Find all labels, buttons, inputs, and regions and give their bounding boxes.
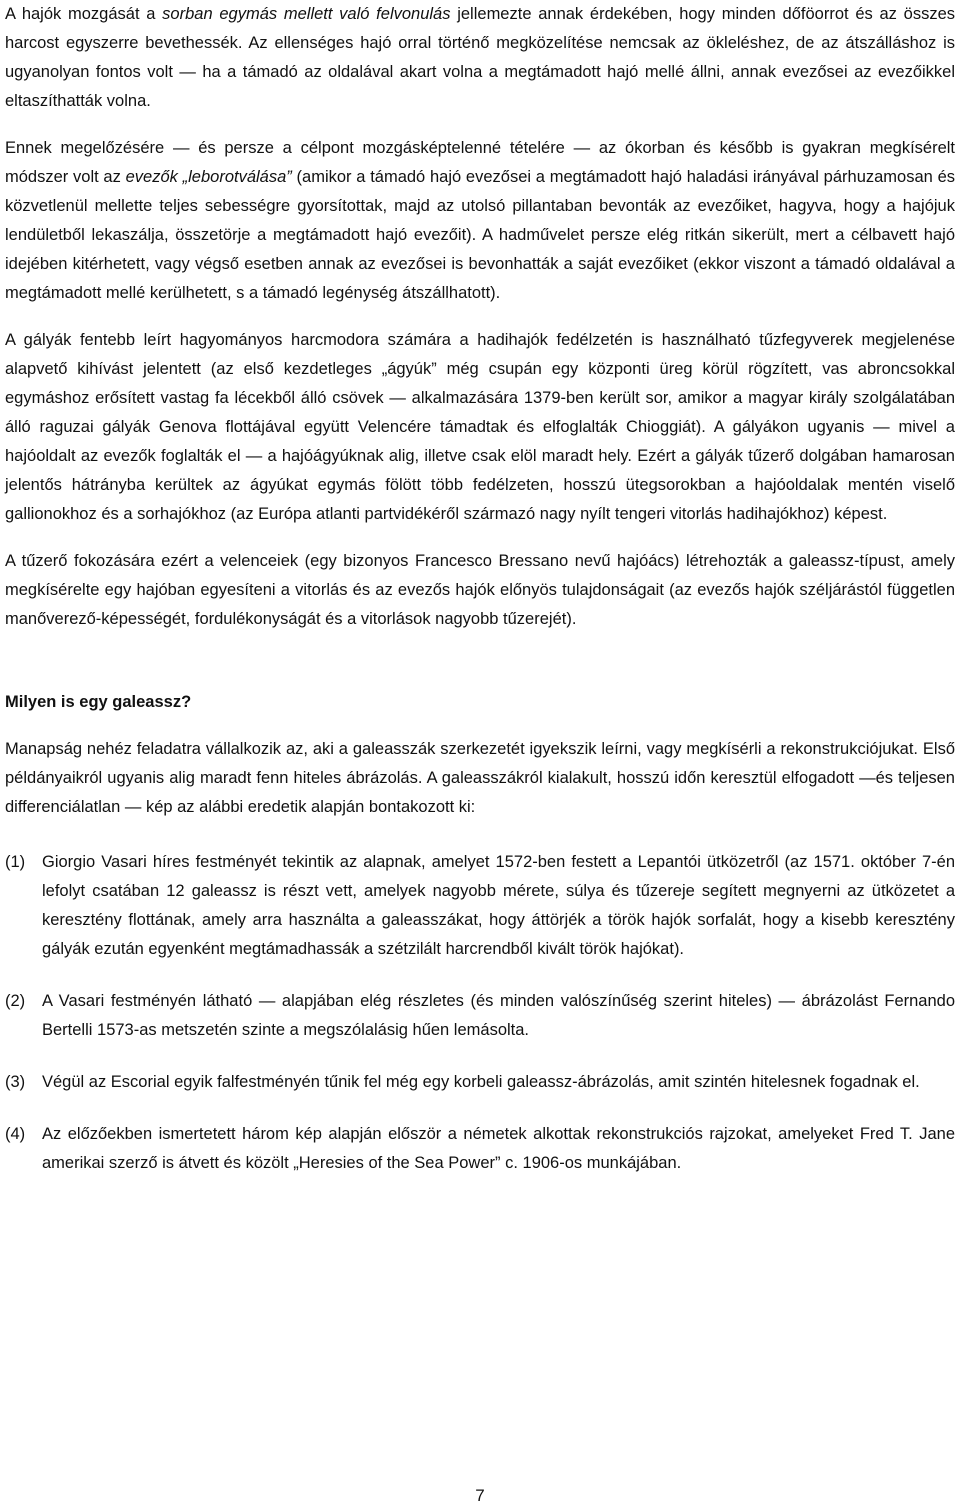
page-number: 7 xyxy=(475,1486,485,1505)
paragraph-text: Ennek megelőzésére ― és persze a célpont mozgásképtelenné tételére ― az ókorban és később is gyakran megkísérelt módszer volt az xyxy=(5,139,955,186)
list-item xyxy=(5,987,955,1045)
list-marker: (1) xyxy=(5,853,26,871)
list-item xyxy=(5,848,955,964)
sources-list xyxy=(5,848,955,1178)
paragraph-firearms: A gályák fentebb leírt hagyományos harcmodora számára a hadihajók fedélzetén is használható tűzfegyverek megjelenése alapvető kihívást jelentett (az első kezdetleges „ágyúk” még csupán egy központi üreg körül rögzített, vas abroncsokkal egymáshoz erősített vastag fa lécekből álló csövek ― alkalmazására 1379-ben került sor, amikor a magyar király szolgálatában álló raguzai gályák Genova flottájával együtt Velencére támadtak és elfoglalták Chioggiát). A gályákon ugyanis ― mivel a hajóoldalt az evezők foglalták el ― a hajóágyúknak alig, illetve csak elöl maradt hely. Ezért a gályák tűzerő dolgában hamarosan jelentős hátrányba kerültek az ágyúkat egymás fölött több fedélzeten, hosszú ütegsorokban a hajóoldalak mentén viselő gallionokhoz és a sorhajókhoz (az Európa atlanti partvidékéről származó nagy nyílt tengeri vitorlás hadihajókhoz) képest. xyxy=(5,331,955,523)
document-page xyxy=(5,0,955,1201)
list-item-text: Végül az Escorial egyik falfestményén tűnik fel még egy korbeli galeassz-ábrázolás, amit szintén hitelesnek fogadnak el. xyxy=(42,1073,920,1091)
list-marker: (4) xyxy=(5,1125,26,1143)
paragraph-reconstruction: Manapság nehéz feladatra vállalkozik az, aki a galeasszák szerkezetét igyekszik leírni, vagy megkísérli a rekonstrukciójukat. Első példányaikról ugyanis alig maradt fenn hiteles ábrázolás. A galeasszákról kialakult, hosszú időn keresztül elfogadott ―és teljesen differenciálatlan ― kép az alábbi eredetik alapján bontakozott ki: xyxy=(5,740,955,816)
emphasis-text: evezők „leborotválása” xyxy=(125,168,292,186)
list-item-text: A Vasari festményén látható ― alapjában elég részletes (és minden valószínűség szerint hiteles) ― ábrázolást Fernando Bertelli 1573-as metszetén szinte a megszólalásig hűen lemásolta. xyxy=(42,992,955,1039)
list-item-text: Az előzőekben ismertetett három kép alapján először a németek alkottak rekonstrukciós rajzokat, amelyeket Fred T. Jane amerikai szerző is átvett és közölt „Heresies of the Sea Power” c. 1906-os munkájában. xyxy=(42,1125,955,1172)
section-heading: Milyen is egy galeassz? xyxy=(5,693,192,711)
list-marker: (3) xyxy=(5,1073,26,1091)
paragraph-oar-shaving xyxy=(5,134,955,308)
list-item xyxy=(5,1068,955,1097)
list-marker: (2) xyxy=(5,992,26,1010)
emphasis-text: sorban egymás mellett való felvonulás xyxy=(162,5,451,23)
paragraph-text: (amikor a támadó hajó evezősei a megtámadott hajó haladási irányával párhuzamosan és közvetlenül mellette teljes sebességre gyorsítottak, majd az utolsó pillantaban bevonták az evezőiket, hagyva, hogy a hajójuk lendületből lekaszálja, összetörje a megtámadott hajó evezőit). A hadművelet persze elég ritkán sikerült, mert a célbavett hajó idejében kitérhetett, vagy végső esetben annak az evezősei is bevonhatták a saját evezőiket (ekkor viszont a támadó oldalával a megtámadott mellé kerülhetett, s a támadó legénység átszállhatott). xyxy=(5,168,956,302)
paragraph-text: jellemezte annak érdekében, hogy minden dőföorrot és az összes harcost egyszerre bevethessék. Az ellenséges hajó orral történő megközelítése nemcsak az ökleléshez, de az átszálláshoz is ugyanolyan fontos volt ― ha a támadó az oldalával akart volna a megtámadott hajó mellé állni, annak evezősei az evezőikkel eltaszíthatták volna. xyxy=(5,5,955,110)
paragraph-ship-movement xyxy=(5,0,955,116)
list-item xyxy=(5,1120,955,1178)
list-item-text: Giorgio Vasari híres festményét tekintik az alapnak, amelyet 1572-ben festett a Lepantói ütközetről (az 1571. október 7-én lefolyt csatában 12 galeassz is részt vett, amelyek nagyobb mérete, súlya és tűzereje segített megnyerni az ütközetet a keresztény flottának, amely arra használta a galeasszákat, hogy áttörjék a török hajók sorfalát, hogy a kisebb keresztény gályák ezután egyenként megtámadhassák a szétzilált harcrendből kivált török hajókat). xyxy=(42,853,955,958)
paragraph-galeass-type: A tűzerő fokozására ezért a velenceiek (egy bizonyos Francesco Bressano nevű hajóács) létrehozták a galeassz-típust, amely megkísérelte egy hajóban egyesíteni a vitorlás és az evezős hajók előnyös tulajdonságait (az evezős hajók széljárástól független manőverező-képességét, fordulékonyságát és a vitorlások nagyobb tűzerejét). xyxy=(5,552,955,628)
paragraph-text: A hajók mozgását a xyxy=(5,5,163,23)
